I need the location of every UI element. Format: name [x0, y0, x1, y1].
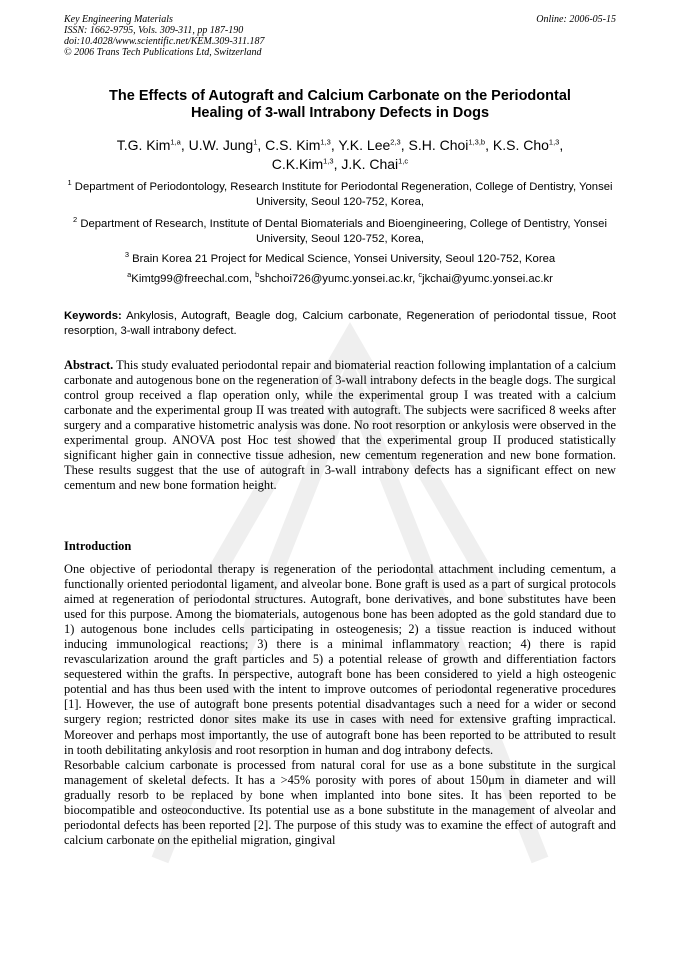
author-name: S.H. Choi	[408, 137, 469, 153]
affiliation-text: Brain Korea 21 Project for Medical Science, Yonsei University, Seoul 120-752, Korea	[132, 253, 556, 265]
author-separator: ,	[400, 137, 409, 153]
author-name: U.W. Jung	[188, 137, 254, 153]
author-separator: ,	[559, 137, 564, 153]
email-list	[64, 270, 616, 285]
abstract-text: This study evaluated periodontal repair and biomaterial reaction following implantation of a calcium carbonate and autogenous bone on the regeneration of 3-wall intrabony defects in the beagle dogs. The surgical control group received a flap operation only, while the experimental group I was treated with a calcium carbonate and the experimental group II was treated with autograft. The subjects were sacrificed 8 weeks after surgery and a comparative histometric analysis was done. No root resorption or ankylosis were observed in the experimental group. ANOVA post Hoc test showed that the experimental group II produced statistically significant higher gain in connective tissue adhesion, new cementum regeneration and new bone formation. These results suggest that the use of autograft in 3-wall intrabony defects has a significant effect on new cementum and new bone formation height.	[64, 358, 616, 493]
keywords-label: Keywords:	[64, 310, 122, 322]
author-separator: ,	[330, 137, 339, 153]
author-line-2	[64, 155, 616, 174]
author-separator: ,	[485, 137, 493, 153]
issn-line: ISSN: 1662-9795, Vols. 309-311, pp 187-190	[64, 25, 244, 36]
title-line-1: The Effects of Autograft and Calcium Carbonate on the Periodontal	[109, 88, 571, 104]
author-list	[64, 136, 616, 174]
author-line-1	[64, 136, 616, 155]
affiliation-text: Department of Periodontology, Research Institute for Periodontal Regeneration, College of Dentistry, Yonsei University, Seoul 120-752, Korea,	[74, 181, 613, 208]
paper-title	[64, 88, 616, 122]
author-affil-sup: 1,3,b	[468, 137, 486, 147]
author-affil-sup: 1,c	[398, 156, 409, 166]
online-date: Online: 2006-05-15	[536, 14, 616, 25]
email-sup: a	[127, 270, 132, 280]
email-address: Kimtg99@freechal.com,	[131, 273, 256, 285]
author-affil-sup: 1,3	[320, 137, 331, 147]
author-name: J.K. Chai	[341, 156, 399, 172]
journal-header	[64, 14, 616, 58]
affiliation-1	[64, 180, 616, 209]
author-affil-sup: 1,a	[170, 137, 181, 147]
email-sup: c	[418, 270, 423, 280]
copyright-line: © 2006 Trans Tech Publications Ltd, Switzerland	[64, 47, 262, 58]
doi-line: doi:10.4028/www.scientific.net/KEM.309-311.187	[64, 36, 265, 47]
author-name: Y.K. Lee	[338, 137, 391, 153]
author-affil-sup: 1	[253, 137, 258, 147]
introduction-body	[64, 562, 616, 848]
abstract-label: Abstract.	[64, 358, 114, 372]
intro-paragraph: One objective of periodontal therapy is regeneration of the periodontal attachment including cementum, a functionally oriented periodontal ligament, and alveolar bone. Bone graft is used as a part of surgical protocols aimed at regeneration of periodontal structures. Autograft, bone derivatives, and bone substitutes have been used for this purpose. Among the biomaterials, autogenous bone has been adopted as the gold standard due to 1) autogenous bone includes cells participating in osteogenesis; 2) a tissue reaction is induced without inducing immunological reactions; 3) there is a minimal inflammatory reaction; 4) there is rapid revascularization around the graft particles and 5) a potential release of growth and differentiation factors sequestered within the grafts. In perspective, autograft bone has been considered to yield a high osteogenic potential and has thus been used with the intent to improve outcomes of periodontal regenerative procedures [1]. However, the use of autograft bone presents potential disadvantages such a need for a wider or second surgery region; restricted donor sites make its use in cases with need for extensive grafting impractical. Moreover and perhaps most importantly, the use of autograft bone has been reported to be attributed to result in tooth debilitating ankylosis and root resorption in human and dog intrabony defects.	[64, 562, 616, 757]
email-sup: b	[255, 270, 260, 280]
author-name: K.S. Cho	[492, 137, 549, 153]
author-affil-sup: 2,3	[390, 137, 401, 147]
affiliation-sup: 1	[67, 178, 72, 188]
affiliation-sup: 3	[124, 250, 129, 260]
intro-paragraph: Resorbable calcium carbonate is processed from natural coral for use as a bone substitute in the surgical management of skeletal defects. It has a >45% porosity with pores of about 150μm in diameter and will gradually resorb to be replaced by bone when implanted into bone sites. It has been reported to be biocompatible and osteoconductive. Its potential use as a bone substitute in the management of alveolar and periodontal defects has been reported [2]. The purpose of this study was to examine the effect of autograft and calcium carbonate on the epithelial migration, gingival	[64, 757, 616, 847]
abstract	[64, 358, 616, 493]
author-affil-sup: 1,3	[323, 156, 334, 166]
author-name: C.K.Kim	[271, 156, 324, 172]
journal-name: Key Engineering Materials	[64, 14, 173, 25]
author-separator: ,	[257, 137, 266, 153]
author-name: T.G. Kim	[116, 137, 171, 153]
introduction-heading: Introduction	[64, 539, 132, 553]
author-affil-sup: 1,3	[548, 137, 560, 147]
email-address: shchoi726@yumc.yonsei.ac.kr,	[259, 273, 419, 285]
author-separator: ,	[180, 137, 189, 153]
affiliation-2	[64, 217, 616, 246]
author-separator: ,	[333, 156, 342, 172]
title-line-2: Healing of 3-wall Intrabony Defects in Dogs	[190, 105, 490, 121]
author-name: C.S. Kim	[265, 137, 321, 153]
affiliation-3	[64, 252, 616, 267]
affiliation-sup: 2	[73, 215, 78, 225]
keywords-text: Ankylosis, Autograft, Beagle dog, Calcium carbonate, Regeneration of periodontal tissue, Root resorption, 3-wall intrabony defect.	[64, 310, 616, 337]
email-address: jkchai@yumc.yonsei.ac.kr	[422, 273, 553, 285]
keywords	[64, 309, 616, 338]
affiliation-text: Department of Research, Institute of Dental Biomaterials and Bioengineering, College of Dentistry, Yonsei University, Seoul 120-752, Korea,	[80, 218, 607, 245]
